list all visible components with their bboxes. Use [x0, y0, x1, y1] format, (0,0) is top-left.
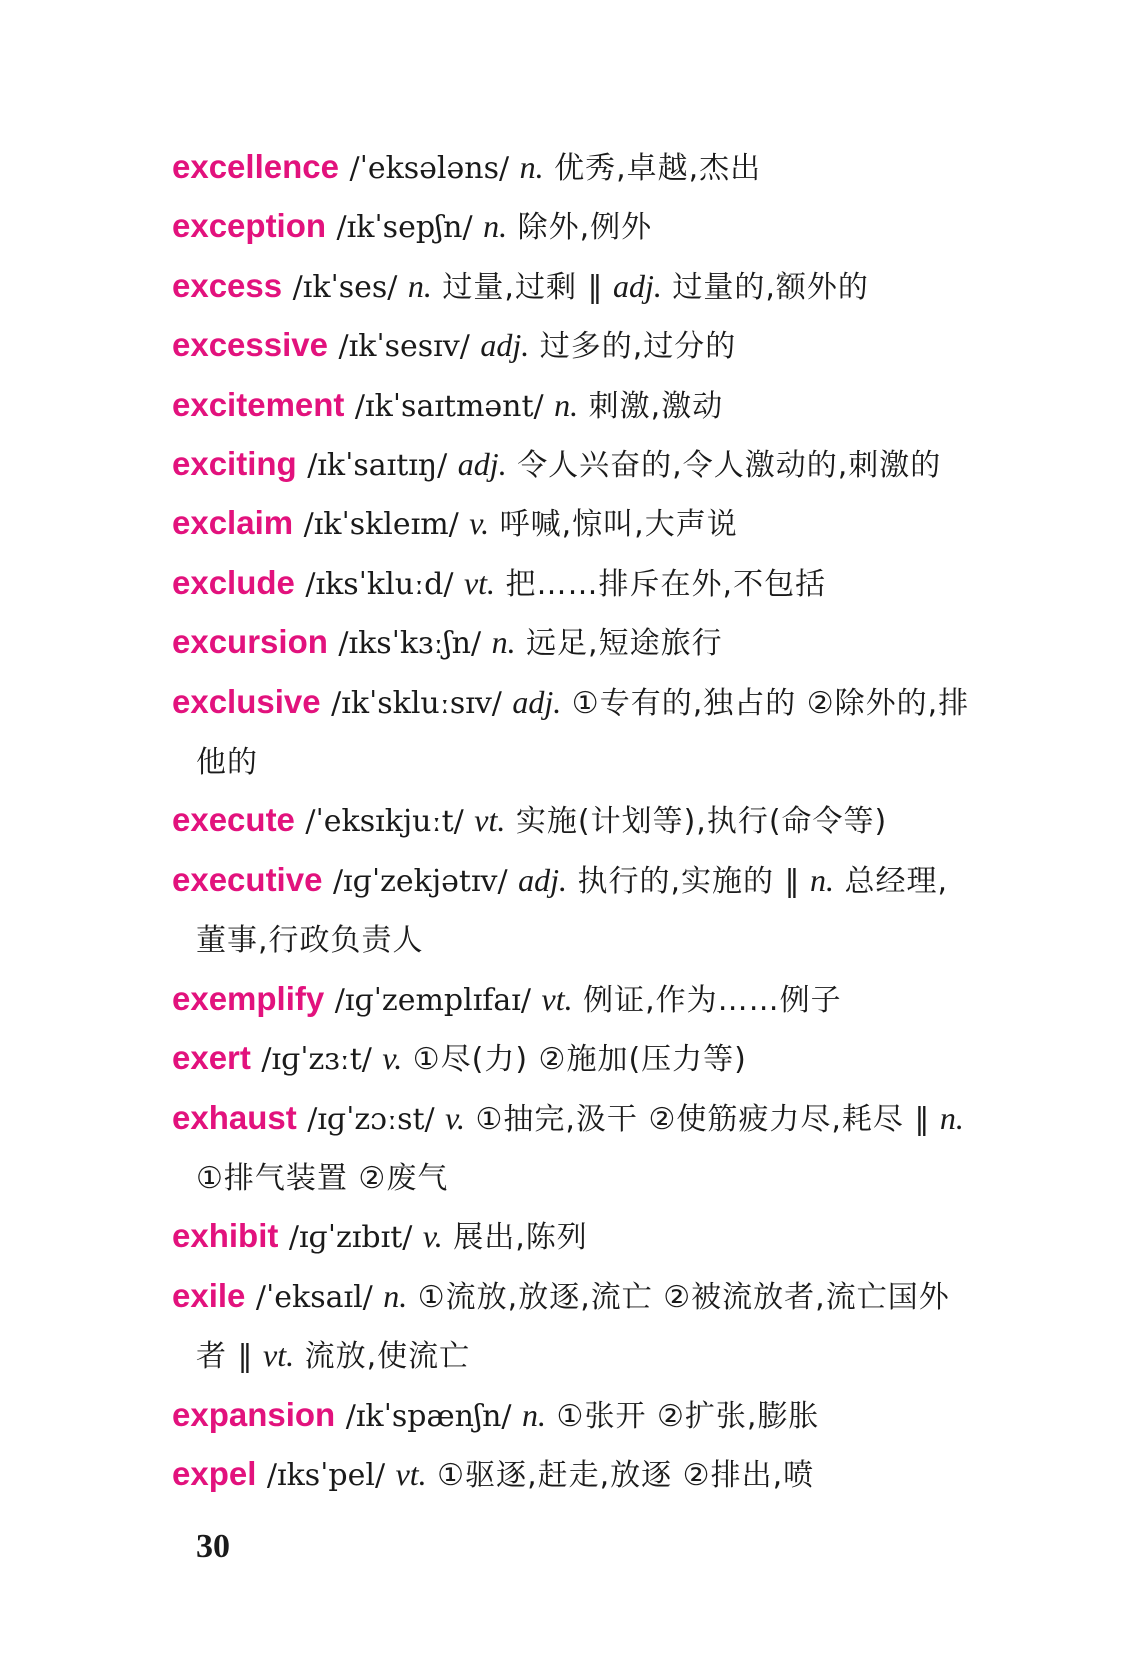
dictionary-entry — [172, 138, 972, 197]
headword: exclusive — [172, 682, 321, 720]
dictionary-entry — [172, 1207, 972, 1266]
entry-list — [172, 138, 972, 1504]
dictionary-entry — [172, 613, 972, 672]
headword: excellence — [172, 148, 339, 185]
headword: exhibit — [172, 1217, 279, 1255]
part-of-speech: n. — [522, 1396, 547, 1433]
part-of-speech: adj. — [480, 327, 530, 364]
phonetic: /ɪksˈkɜːʃn/ — [338, 626, 482, 662]
part-of-speech: v. — [382, 1040, 403, 1077]
headword: execute — [172, 801, 295, 839]
headword: excess — [172, 266, 283, 304]
headword: exert — [172, 1039, 251, 1077]
headword: expansion — [172, 1395, 336, 1433]
dictionary-entry — [172, 376, 972, 435]
definition: ①专有的,独占的 ②除外的,排他的 — [196, 685, 970, 781]
dictionary-entry — [172, 970, 972, 1029]
phonetic: /ɪkˈskleɪm/ — [303, 507, 459, 543]
headword: excessive — [172, 326, 328, 364]
phonetic: /ɪɡˈzemplɪfaɪ/ — [334, 982, 531, 1018]
part-of-speech: n. — [519, 149, 544, 185]
headword: exception — [172, 207, 327, 245]
phonetic: /ˈeksələns/ — [349, 151, 510, 186]
dictionary-entry — [172, 673, 972, 792]
dictionary-entry — [172, 316, 972, 375]
phonetic: /ˈeksaɪl/ — [255, 1279, 373, 1315]
dictionary-entry — [172, 554, 972, 613]
phonetic: /ɪkˈspænʃn/ — [345, 1398, 512, 1434]
part-of-speech: v. — [422, 1218, 443, 1255]
part-of-speech: n. — [407, 267, 432, 304]
sense-separator: ‖ — [784, 863, 800, 899]
dictionary-entry — [172, 197, 972, 256]
part-of-speech: n. — [939, 1099, 964, 1136]
phonetic: /ˈeksɪkjuːt/ — [305, 804, 464, 840]
phonetic: /ɪɡˈzɔːst/ — [307, 1101, 435, 1137]
headword: excursion — [172, 623, 328, 661]
dictionary-entry — [172, 1445, 972, 1504]
phonetic: /ɪksˈpel/ — [266, 1457, 386, 1493]
dictionary-entry — [172, 1029, 972, 1088]
definition: 实施(计划等),执行(命令等) — [515, 804, 888, 840]
definition: 呼喊,惊叫,大声说 — [499, 507, 738, 543]
dictionary-entry — [172, 435, 972, 494]
phonetic: /ɪɡˈzɜːt/ — [261, 1042, 372, 1078]
definition: 令人兴奋的,令人激动的,刺激的 — [517, 448, 942, 484]
part-of-speech: v. — [469, 505, 490, 542]
phonetic: /ɪkˈses/ — [292, 269, 398, 305]
headword: executive — [172, 860, 323, 898]
definition: 过多的,过分的 — [539, 329, 737, 365]
part-of-speech: adj. — [612, 267, 662, 304]
headword: exhaust — [172, 1098, 297, 1136]
part-of-speech: n. — [483, 208, 508, 245]
definition: 过量的,额外的 — [672, 269, 869, 305]
dictionary-entry — [172, 494, 972, 553]
sense-separator: ‖ — [587, 269, 603, 305]
sense-separator: ‖ — [237, 1339, 253, 1375]
phonetic: /ɪɡˈzɪbɪt/ — [288, 1220, 413, 1256]
part-of-speech: n. — [383, 1277, 408, 1314]
phonetic: /ɪksˈkluːd/ — [305, 566, 454, 602]
headword: exciting — [172, 445, 297, 483]
dictionary-entry — [172, 1267, 972, 1386]
part-of-speech: vt. — [263, 1337, 295, 1374]
part-of-speech: adj. — [512, 683, 562, 720]
headword: expel — [172, 1454, 257, 1492]
phonetic: /ɪkˈskluːsɪv/ — [331, 685, 502, 721]
phonetic: /ɪkˈsesɪv/ — [338, 329, 470, 365]
headword: exemplify — [172, 979, 325, 1017]
definition: ①抽完,汲干 ②使筋疲力尽,耗尽 — [475, 1101, 904, 1137]
phonetic: /ɪkˈsaɪtmənt/ — [354, 388, 544, 424]
dictionary-entry — [172, 1089, 972, 1208]
headword: exclude — [172, 563, 295, 601]
phonetic: /ɪkˈsepʃn/ — [336, 210, 473, 246]
definition: 展出,陈列 — [453, 1220, 588, 1256]
definition: 远足,短途旅行 — [526, 626, 723, 662]
part-of-speech: vt. — [474, 802, 506, 839]
definition: 流放,使流亡 — [304, 1339, 471, 1375]
definition: 除外,例外 — [517, 210, 653, 246]
part-of-speech: adj. — [518, 861, 567, 898]
definition: ①尽(力) ②施加(压力等) — [412, 1042, 747, 1078]
part-of-speech: v. — [445, 1099, 465, 1136]
definition: 刺激,激动 — [588, 388, 724, 424]
definition: 优秀,卓越,杰出 — [554, 151, 762, 186]
dictionary-entry — [172, 1386, 972, 1445]
definition: 把……排斥在外,不包括 — [505, 566, 827, 602]
definition: ①驱逐,赶走,放逐 ②排出,喷 — [437, 1457, 815, 1493]
definition: 过量,过剩 — [442, 269, 577, 305]
sense-separator: ‖ — [914, 1101, 930, 1137]
part-of-speech: vt. — [395, 1455, 427, 1492]
part-of-speech: vt. — [463, 564, 496, 601]
definition: 例证,作为……例子 — [583, 982, 842, 1018]
definition: ①排气装置 ②废气 — [196, 1160, 449, 1196]
definition: ①流放,放逐,流亡 ②被流放者,流亡国外者 — [196, 1279, 950, 1375]
part-of-speech: n. — [810, 861, 835, 898]
definition: 执行的,实施的 — [577, 863, 775, 899]
dictionary-entry — [172, 791, 972, 850]
definition: 总经理,董事,行政负责人 — [196, 863, 949, 959]
dictionary-entry — [172, 257, 972, 316]
phonetic: /ɪɡˈzekjətɪv/ — [332, 863, 508, 899]
headword: exclaim — [172, 504, 294, 542]
part-of-speech: adj. — [457, 446, 507, 483]
headword: excitement — [172, 385, 345, 423]
part-of-speech: vt. — [541, 980, 573, 1017]
part-of-speech: n. — [491, 624, 516, 661]
definition: ①张开 ②扩张,膨胀 — [556, 1398, 820, 1434]
phonetic: /ɪkˈsaɪtɪŋ/ — [307, 448, 448, 484]
part-of-speech: n. — [554, 386, 579, 423]
page-number: 30 — [196, 1528, 230, 1565]
dictionary-entry — [172, 851, 972, 970]
headword: exile — [172, 1276, 246, 1314]
